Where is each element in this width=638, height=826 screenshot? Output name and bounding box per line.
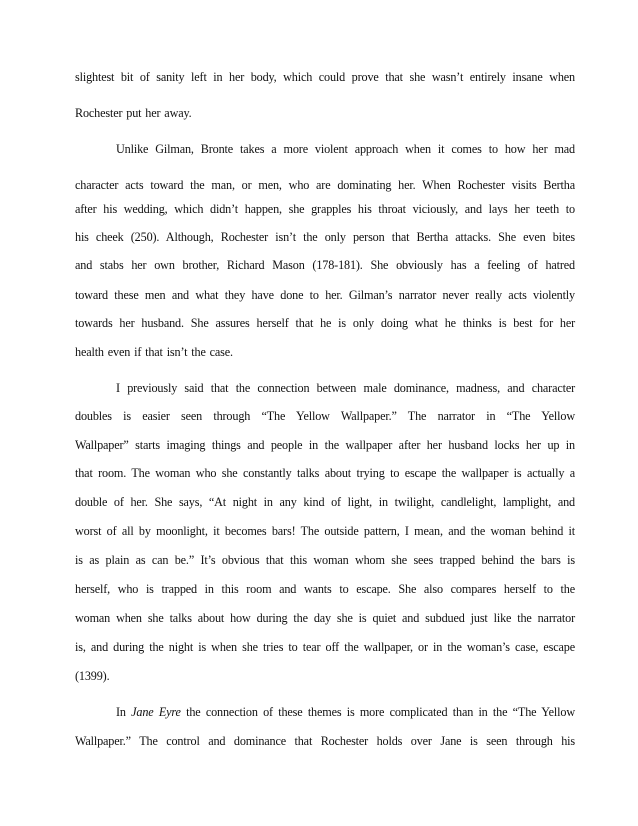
text-line: woman when she talks about how during the day she is quiet and subdued just like the narrator [75,611,575,625]
text-line: is as plain as can be.” It’s obvious that this woman whom she sees trapped behind the bars is [75,553,575,567]
text-line: health even if that isn’t the case. [75,345,233,359]
text-line: double of her. She says, “At night in any kind of light, in twilight, candlelight, lamplight, and [75,495,575,509]
paragraph-first-line: Unlike Gilman, Bronte takes a more violent approach when it comes to how her mad [116,142,575,156]
text-line: character acts toward the man, or men, who are dominating her. When Rochester visits Bertha [75,178,575,192]
text-line: slightest bit of sanity left in her body, which could prove that she wasn’t entirely insane when [75,70,575,84]
paragraph-first-line: I previously said that the connection between male dominance, madness, and character [116,381,575,395]
text-line: worst of all by moonlight, it becomes bars! The outside pattern, I mean, and the woman behind it [75,524,575,538]
text-line: (1399). [75,669,110,683]
text-line: after his wedding, which didn’t happen, she grapples his throat viciously, and lays her teeth to [75,202,575,216]
book-title: Jane Eyre [131,705,181,719]
text-line: Wallpaper.” The control and dominance that Rochester holds over Jane is seen through his [75,734,575,748]
paragraph-first-line [116,701,575,723]
text-line: toward these men and what they have done to her. Gilman’s narrator never really acts violently [75,288,575,302]
text-line: and stabs her own brother, Richard Mason (178-181). She obviously has a feeling of hatred [75,258,575,272]
text-line: doubles is easier seen through “The Yellow Wallpaper.” The narrator in “The Yellow [75,409,575,423]
text-segment: In [116,705,132,719]
text-line: Rochester put her away. [75,106,192,120]
text-line: towards her husband. She assures herself that he is only doing what he thinks is best for her [75,316,575,330]
text-segment: the connection of these themes is more complicated than in the “The Yellow [186,705,575,719]
text-line: that room. The woman who she constantly talks about trying to escape the wallpaper is actually a [75,466,575,480]
text-line: herself, who is trapped in this room and wants to escape. She also compares herself to the [75,582,575,596]
text-line: Wallpaper” starts imaging things and people in the wallpaper after her husband locks her up in [75,438,575,452]
text-line: is, and during the night is when she tries to tear off the wallpaper, or in the woman’s case, escape [75,640,575,654]
text-line: his cheek (250). Although, Rochester isn’t the only person that Bertha attacks. She even bites [75,230,575,244]
